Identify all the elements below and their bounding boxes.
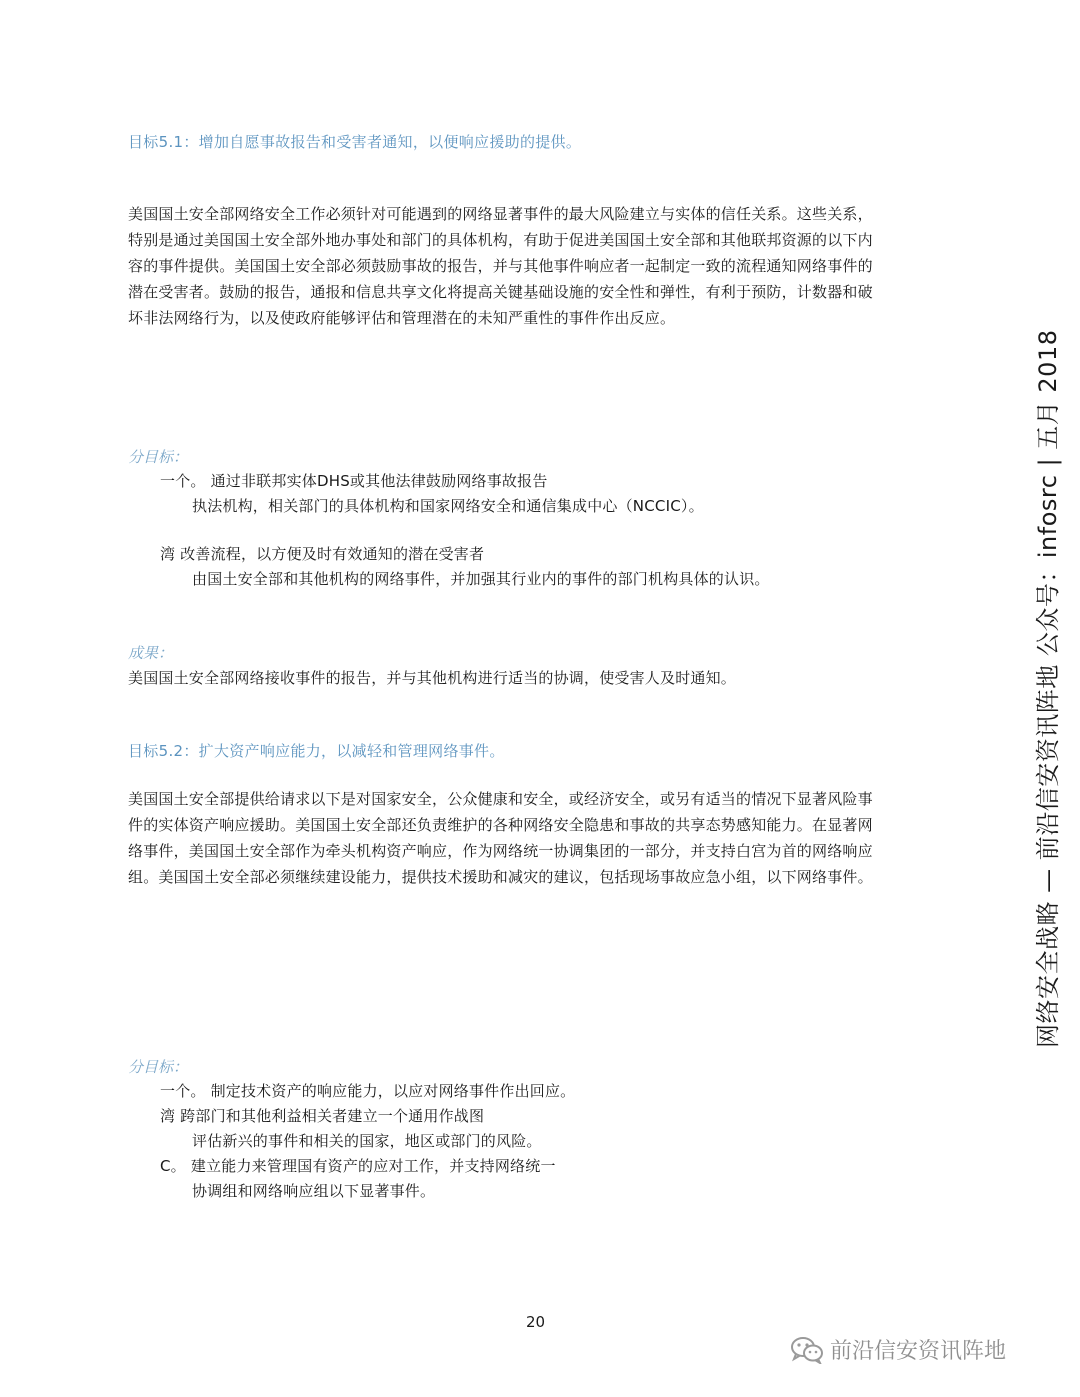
goal-5-2-sub-c-line1: C。 建立能力来管理国有资产的应对工作，并支持网络统一 xyxy=(160,1157,556,1175)
goal-5-2-sub-b-line1: 湾 跨部门和其他利益相关者建立一个通用作战图 xyxy=(160,1107,485,1125)
goal-5-2-sub-label: 分目标： xyxy=(128,1058,189,1076)
goal-5-1-title: 目标5.1：增加自愿事故报告和受害者通知，以便响应援助的提供。 xyxy=(128,133,582,151)
goal-5-1-sub-a-line1: 一个。 通过非联邦实体DHS或其他法律鼓励网络事故报告 xyxy=(160,472,548,490)
goal-5-2-sub-a: 一个。 制定技术资产的响应能力，以应对网络事件作出回应。 xyxy=(160,1082,576,1100)
goal-5-1-sub-a-line2: 执法机构，相关部门的具体机构和国家网络安全和通信集成中心（NCCIC）。 xyxy=(192,497,704,515)
side-banner: 网络安全战略 — 前沿信安资讯阵地 公众号：infosrc | 五月 2018 xyxy=(1034,329,1062,1048)
goal-5-1-outcome-label: 成果： xyxy=(128,644,174,662)
goal-5-2-paragraph xyxy=(128,786,968,890)
paragraph-line: 容的事件提供。美国国土安全部必须鼓励事故的报告，并与其他事件响应者一起制定一致的流程通知网络事件的 xyxy=(128,257,873,275)
paragraph-line: 络事件，美国国土安全部作为牵头机构资产响应，作为网络统一协调集团的一部分，并支持白宫为首的网络响应 xyxy=(128,842,873,860)
goal-5-1-outcome-text: 美国国土安全部网络接收事件的报告，并与其他机构进行适当的协调，使受害人及时通知。 xyxy=(128,669,737,687)
paragraph-line: 特别是通过美国国土安全部外地办事处和部门的具体机构，有助于促进美国国土安全部和其他联邦资源的以下内 xyxy=(128,231,873,249)
paragraph-line: 美国国土安全部网络安全工作必须针对可能遇到的网络显著事件的最大风险建立与实体的信任关系。这些关系， xyxy=(128,205,873,223)
paragraph-line: 潜在受害者。鼓励的报告，通报和信息共享文化将提高关键基础设施的安全性和弹性，有利于预防，计数器和破 xyxy=(128,283,873,301)
goal-5-1-sub-label: 分目标： xyxy=(128,448,189,466)
goal-5-1-sub-b-line1: 湾 改善流程，以方便及时有效通知的潜在受害者 xyxy=(160,545,485,563)
paragraph-line: 件的实体资产响应援助。美国国土安全部还负责维护的各种网络安全隐患和事故的共享态势感知能力。在显著网 xyxy=(128,816,873,834)
paragraph-line: 组。美国国土安全部必须继续建设能力，提供技术援助和减灾的建议，包括现场事故应急小组，以下网络事件。 xyxy=(128,868,873,886)
paragraph-line: 美国国土安全部提供给请求以下是对国家安全，公众健康和安全，或经济安全，或另有适当的情况下显著风险事 xyxy=(128,790,873,808)
watermark-text: 前沿信安资讯阵地 xyxy=(830,1339,1007,1364)
wechat-icon xyxy=(790,1336,824,1364)
paragraph-line: 坏非法网络行为，以及使政府能够评估和管理潜在的未知严重性的事件作出反应。 xyxy=(128,309,676,327)
goal-5-2-sub-c-line2: 协调组和网络响应组以下显著事件。 xyxy=(192,1182,436,1200)
watermark xyxy=(790,1334,1006,1365)
goal-5-1-paragraph xyxy=(128,201,968,331)
goal-5-1-sub-b-line2: 由国土安全部和其他机构的网络事件，并加强其行业内的事件的部门机构具体的认识。 xyxy=(192,570,770,588)
goal-5-2-title: 目标5.2：扩大资产响应能力，以减轻和管理网络事件。 xyxy=(128,742,505,760)
goal-5-2-sub-b-line2: 评估新兴的事件和相关的国家，地区或部门的风险。 xyxy=(192,1132,542,1150)
page-number: 20 xyxy=(526,1313,546,1331)
